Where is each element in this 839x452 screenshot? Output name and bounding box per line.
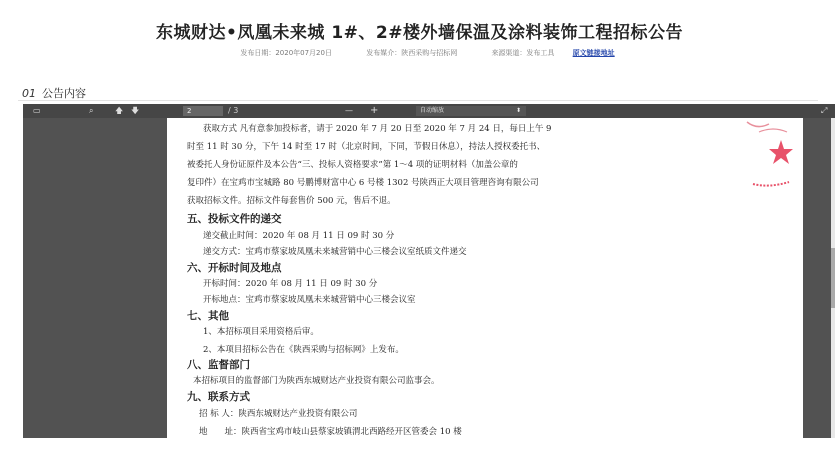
select-arrow-icon: ⬍: [516, 107, 522, 114]
sidebar-toggle-icon[interactable]: ▭: [33, 106, 41, 115]
doc-line: 递交截止时间：2020 年 08 月 11 日 09 时 30 分: [203, 231, 395, 241]
publish-source: 来源渠道：发布工具: [491, 49, 555, 57]
pdf-page: [167, 118, 803, 438]
publish-media: 发布媒介：陕西采购与招标网: [366, 49, 458, 57]
next-page-icon[interactable]: 🡇: [131, 106, 140, 115]
fullscreen-icon[interactable]: ⤢: [821, 106, 828, 115]
section-header: [22, 85, 86, 101]
doc-line: 复印件）在宝鸡市宝城路 80 号鹏博财富中心 6 号楼 1302 号陕西正大项目管理咨询有限公司: [187, 178, 539, 188]
doc-heading: 八、监督部门: [187, 359, 250, 371]
publish-meta: [0, 48, 839, 58]
page-title: 东城财达•凤凰未来城 1#、2#楼外墙保温及涂料装饰工程招标公告: [156, 23, 683, 43]
scrollbar-thumb[interactable]: [831, 248, 835, 308]
doc-line: 开标地点：宝鸡市蔡家坡凤凰未来城营销中心三楼会议室: [203, 295, 416, 305]
zoom-out-button[interactable]: —: [345, 106, 353, 115]
doc-line: 被委托人身份证原件及本公告“三、投标人资格要求”第 1～4 项的证明材料（加盖公章的: [187, 160, 518, 170]
page-total: / 3: [228, 106, 239, 115]
doc-line: 开标时间：2020 年 08 月 11 日 09 时 30 分: [203, 279, 378, 289]
search-icon[interactable]: ⌕: [89, 106, 94, 115]
pdf-viewer[interactable]: [23, 118, 835, 438]
doc-line: 地 址：陕西省宝鸡市岐山县蔡家坡镇渭北西路经开区管委会 10 楼: [199, 427, 462, 437]
section-title: 公告内容: [42, 87, 86, 100]
doc-line: 本招标项目的监督部门为陕西东城财达产业投资有限公司监事会。: [193, 376, 440, 386]
doc-line: 1、本招标项目采用资格后审。: [203, 327, 319, 337]
doc-line: 获取方式 凡有意参加投标者，请于 2020 年 7 月 20 日至 2020 年 7 月 24 日，每日上午 9: [203, 124, 552, 134]
section-number: 01: [22, 87, 36, 100]
doc-line: 递交方式：宝鸡市蔡家坡凤凰未来城营销中心三楼会议室纸质文件递交: [203, 247, 467, 257]
doc-heading: 七、其他: [187, 310, 229, 322]
doc-line: 时至 11 时 30 分，下午 14 时至 17 时（北京时间，下同，节假日休息），持法人授权委托书、: [187, 142, 546, 152]
page-number-input[interactable]: 2: [183, 106, 223, 116]
section-divider: [18, 100, 818, 101]
official-seal-stamp: [739, 118, 803, 208]
doc-line: 招 标 人：陕西东城财达产业投资有限公司: [199, 409, 358, 419]
doc-heading: 六、开标时间及地点: [187, 262, 282, 274]
zoom-select[interactable]: 自动缩放 ⬍: [416, 106, 526, 116]
doc-line: 2、本项目招标公告在《陕西采购与招标网》上发布。: [203, 345, 404, 355]
publish-date: 发布日期：2020年07月20日: [240, 49, 332, 57]
pdf-toolbar: [23, 104, 835, 118]
previous-page-icon[interactable]: 🡅: [115, 106, 124, 115]
doc-line: 获取招标文件。招标文件每套售价 500 元，售后不退。: [187, 196, 396, 206]
original-link[interactable]: 原文链接地址: [572, 49, 615, 57]
doc-heading: 五、投标文件的递交: [187, 213, 282, 225]
doc-heading: 九、联系方式: [187, 391, 250, 403]
zoom-in-button[interactable]: +: [370, 105, 379, 116]
